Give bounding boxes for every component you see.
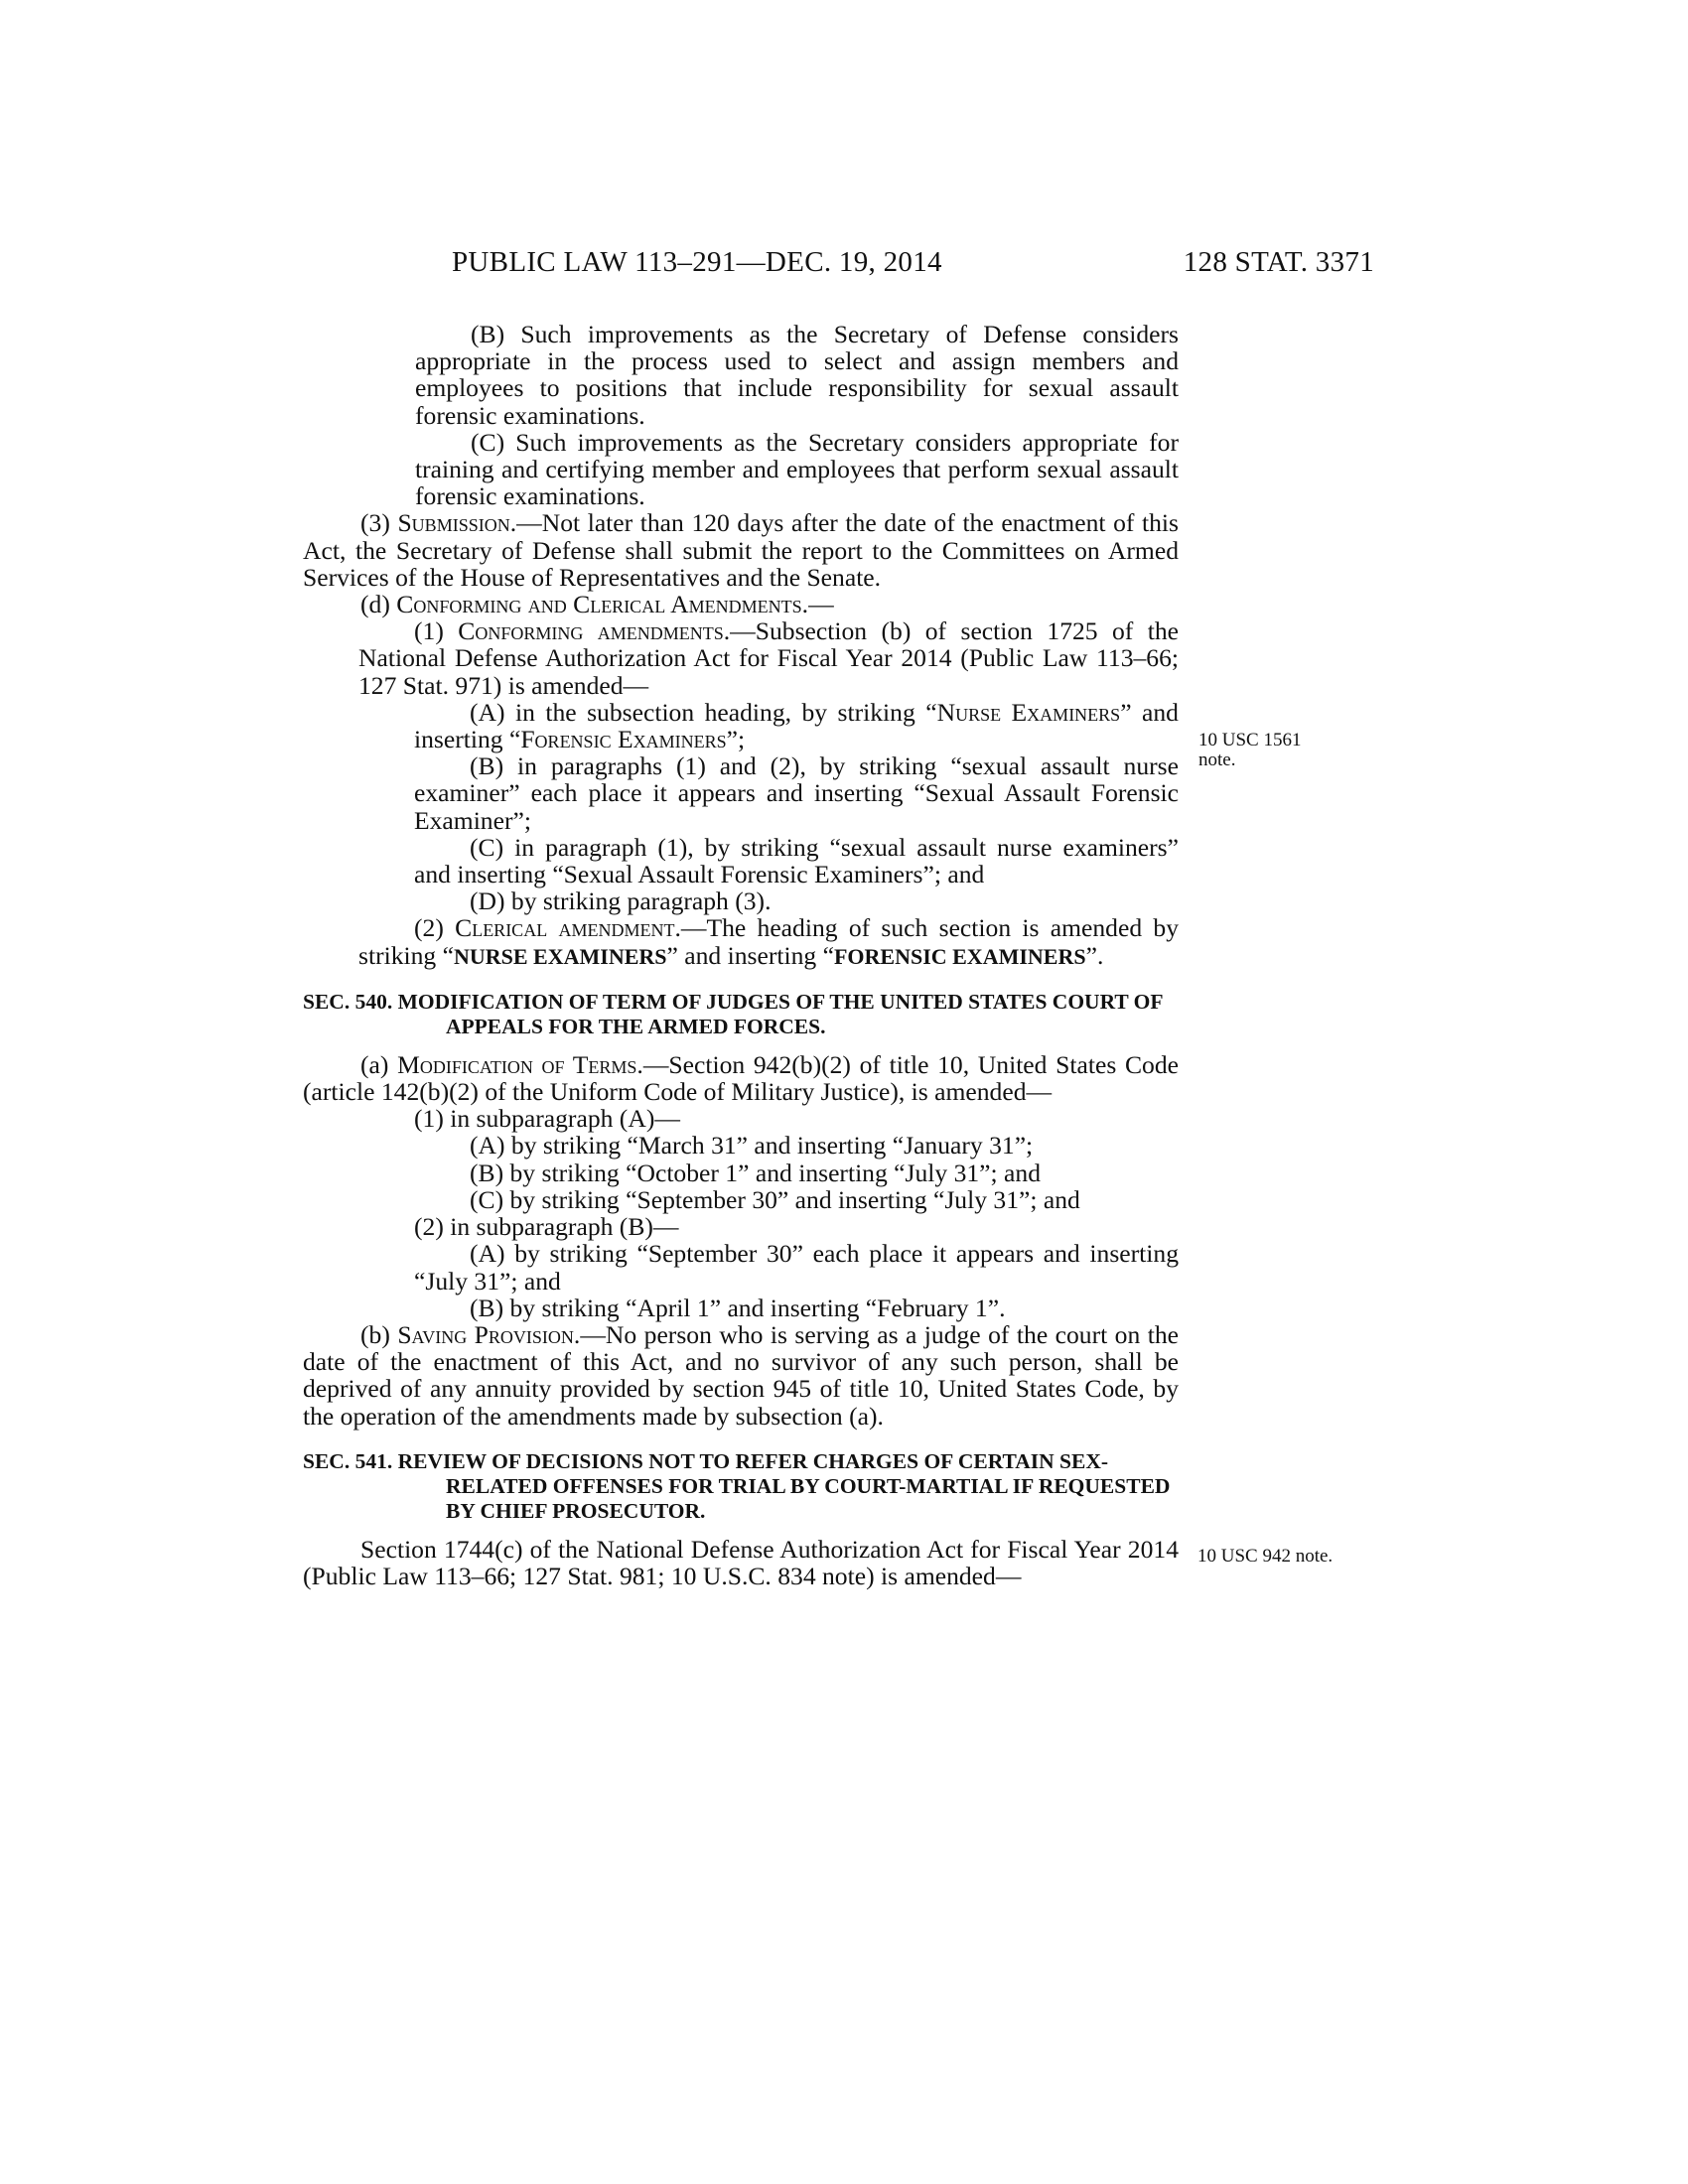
section-540-b bbox=[303, 1321, 1179, 1430]
text-run: .—The heading of such section is amended by striking “ bbox=[358, 913, 1179, 970]
paragraph-d1-c: (C) in paragraph (1), by striking “sexual assault nurse examiners” and inserting “Sexual Assault Forensic Examiners”; and bbox=[414, 832, 1179, 889]
para-text: .—Subsection (b) of section 1725 of the National Defense Authorization Act for Fiscal Year 2014 (Public Law 113–66; 127 Stat. 971) is amended— bbox=[358, 616, 1179, 700]
margin-note-line: 10 USC 1561 bbox=[1198, 730, 1302, 751]
para-number: (1) bbox=[414, 616, 459, 646]
bold-run: FORENSIC EXAMINERS bbox=[833, 943, 1086, 969]
document-body bbox=[303, 321, 1179, 1589]
para-heading: Conforming amendments bbox=[458, 616, 724, 646]
para-text: .— bbox=[801, 590, 834, 619]
section-540-a1-b: (B) by striking “October 1” and inserting “July 31”; and bbox=[470, 1158, 1042, 1187]
paragraph-d1-b: (B) in paragraphs (1) and (2), by striking “sexual assault nurse examiner” each place it appears and inserting “Sexual Assault Forensic Examiner”; bbox=[414, 751, 1179, 835]
paragraph-d1-a bbox=[303, 699, 1179, 752]
paragraph-c2-b: (B) Such improvements as the Secretary of Defense considers appropriate in the process used to select and assign members and employees to positions that include responsibility for sexual assault forensic examinations. bbox=[415, 320, 1179, 430]
para-heading: Submission bbox=[397, 508, 510, 538]
para-heading: Saving Provision bbox=[397, 1319, 574, 1349]
paragraph-d1 bbox=[303, 617, 1179, 699]
para-number: (3) bbox=[360, 508, 398, 538]
paragraph-d2 bbox=[303, 914, 1179, 969]
para-text: .—Not later than 120 days after the date of the enactment of this Act, the Secretary of Defense shall submit the report to the Committees on Armed Services of the House of Representatives and the Senate. bbox=[303, 508, 1179, 592]
section-540-a2-a: (A) by striking “September 30” each place it appears and inserting “July 31”; and bbox=[414, 1239, 1179, 1296]
paragraph-c3-submission bbox=[303, 509, 1179, 591]
section-540-a1-c: (C) by striking “September 30” and inserting “July 31”; and bbox=[470, 1184, 1080, 1214]
para-number: (a) bbox=[360, 1049, 398, 1079]
paragraph-d-heading bbox=[303, 591, 1179, 617]
para-heading: Clerical amendment bbox=[455, 913, 675, 943]
section-540-a1: (1) in subparagraph (A)— bbox=[414, 1104, 680, 1134]
para-number: (2) bbox=[414, 913, 456, 943]
para-heading: Conforming and Clerical Amendments bbox=[396, 590, 802, 619]
para-number: (b) bbox=[360, 1319, 398, 1349]
paragraph-d1-d: (D) by striking paragraph (3). bbox=[470, 887, 772, 916]
section-541-heading: SEC. 541. REVIEW OF DECISIONS NOT TO REFER CHARGES OF CERTAIN SEX-RELATED OFFENSES FOR TRIAL BY COURT-MARTIAL IF REQUESTED BY CHIEF PROSECUTOR. bbox=[303, 1448, 1171, 1523]
bold-run: NURSE EXAMINERS bbox=[453, 943, 667, 969]
text-run: ”; bbox=[726, 725, 746, 754]
text-run: (A) in the subsection heading, by striking “ bbox=[470, 697, 937, 727]
section-540-a bbox=[303, 1051, 1179, 1105]
margin-note-line: note. bbox=[1198, 750, 1236, 770]
paragraph-c2-c: (C) Such improvements as the Secretary considers appropriate for training and certifying member and employees that perform sexual assault forensic examinations. bbox=[415, 427, 1179, 511]
margin-note-usc-1561 bbox=[1198, 731, 1301, 770]
section-540-a1-a: (A) by striking “March 31” and inserting “January 31”; bbox=[470, 1131, 1034, 1160]
text-run: ”. bbox=[1085, 940, 1104, 970]
text-run: ” and inserting “ bbox=[666, 940, 834, 970]
para-number: (d) bbox=[360, 590, 397, 619]
para-text: .—No person who is serving as a judge of the court on the date of the enactment of this Act, and no survivor of any such person, shall be deprived of any annuity provided by section 945 of title 10, United States Code, by the operation of the amendments made by subsection (a). bbox=[303, 1319, 1179, 1431]
section-541-text: Section 1744(c) of the National Defense Authorization Act for Fiscal Year 2014 (Public Law 113–66; 127 Stat. 981; 10 U.S.C. 834 note) is amended— bbox=[303, 1534, 1179, 1590]
running-header-page-number: 128 STAT. 3371 bbox=[1183, 246, 1374, 278]
section-540-a2: (2) in subparagraph (B)— bbox=[414, 1212, 679, 1242]
small-caps-run: Forensic Examiners bbox=[520, 725, 727, 754]
section-540-a2-b: (B) by striking “April 1” and inserting “February 1”. bbox=[470, 1293, 1006, 1322]
para-text: .—Section 942(b)(2) of title 10, United States Code (article 142(b)(2) of the Uniform Code of Military Justice), is amended— bbox=[303, 1049, 1179, 1107]
text-run: ” and inserting “ bbox=[414, 697, 1179, 754]
margin-note-usc-942: 10 USC 942 note. bbox=[1197, 1546, 1334, 1567]
section-540-heading: SEC. 540. MODIFICATION OF TERM OF JUDGES OF THE UNITED STATES COURT OF APPEALS FOR THE ARMED FORCES. bbox=[303, 989, 1163, 1038]
small-caps-run: Nurse Examiners bbox=[936, 697, 1121, 727]
para-heading: Modification of Terms bbox=[397, 1049, 637, 1079]
running-header-left: PUBLIC LAW 113–291—DEC. 19, 2014 bbox=[452, 246, 942, 278]
